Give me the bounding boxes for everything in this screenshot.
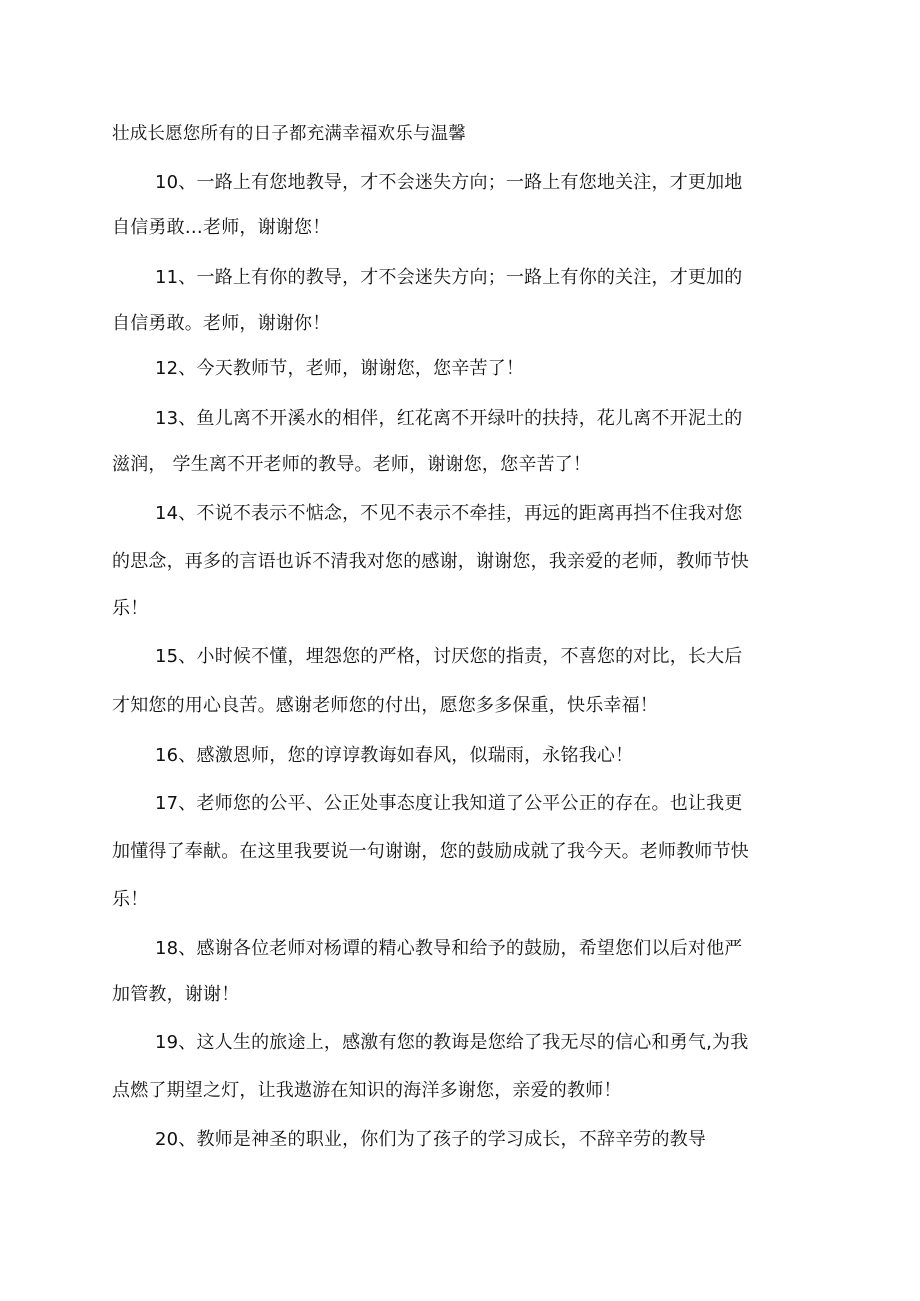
text-line: 加管教，谢谢！ bbox=[112, 984, 240, 1005]
list-item-15: 15、小时候不懂，埋怨您的严格，讨厌您的指责，不喜您的对比，长大后 bbox=[155, 646, 743, 667]
text-line: 的思念，再多的言语也诉不清我对您的感谢，谢谢您，我亲爱的老师，教师节快 bbox=[112, 551, 749, 572]
list-item-19: 19、这人生的旅途上，感激有您的教诲是您给了我无尽的信心和勇气,为我 bbox=[155, 1032, 749, 1053]
list-item-16: 16、感激恩师，您的谆谆教诲如春风，似瑞雨，永铭我心！ bbox=[155, 745, 634, 766]
list-item-18: 18、感谢各位老师对杨谭的精心教导和给予的鼓励，希望您们以后对他严 bbox=[155, 938, 743, 959]
list-item-12: 12、今天教师节，老师，谢谢您，您辛苦了！ bbox=[155, 358, 525, 379]
text-line: 点燃了期望之灯，让我遨游在知识的海洋多谢您，亲爱的教师！ bbox=[112, 1080, 622, 1101]
text-line: 自信勇敢。老师，谢谢你！ bbox=[112, 313, 331, 334]
text-line: 乐！ bbox=[112, 598, 149, 619]
list-item-14: 14、不说不表示不惦念，不见不表示不牵挂，再远的距离再挡不住我对您 bbox=[155, 503, 743, 524]
list-item-20: 20、教师是神圣的职业，你们为了孩子的学习成长，不辞辛劳的教导 bbox=[155, 1129, 707, 1150]
text-line: 滋润， 学生离不开老师的教导。老师，谢谢您，您辛苦了！ bbox=[112, 454, 592, 475]
list-item-13: 13、鱼儿离不开溪水的相伴，红花离不开绿叶的扶持，花儿离不开泥土的 bbox=[155, 408, 743, 429]
text-line: 乐！ bbox=[112, 889, 149, 910]
text-line: 壮成长愿您所有的日子都充满幸福欢乐与温馨 bbox=[112, 124, 466, 144]
list-item-11: 11、一路上有你的教导，才不会迷失方向；一路上有你的关注，才更加的 bbox=[155, 267, 743, 288]
text-line: 自信勇敢…老师，谢谢您！ bbox=[112, 217, 331, 238]
list-item-17: 17、老师您的公平、公正处事态度让我知道了公平公正的存在。也让我更 bbox=[155, 793, 743, 814]
text-line: 加懂得了奉献。在这里我要说一句谢谢，您的鼓励成就了我今天。老师教师节快 bbox=[112, 841, 749, 862]
list-item-10: 10、一路上有您地教导，才不会迷失方向；一路上有您地关注，才更加地 bbox=[155, 172, 743, 193]
text-line: 才知您的用心良苦。感谢老师您的付出，愿您多多保重，快乐幸福！ bbox=[112, 695, 658, 716]
